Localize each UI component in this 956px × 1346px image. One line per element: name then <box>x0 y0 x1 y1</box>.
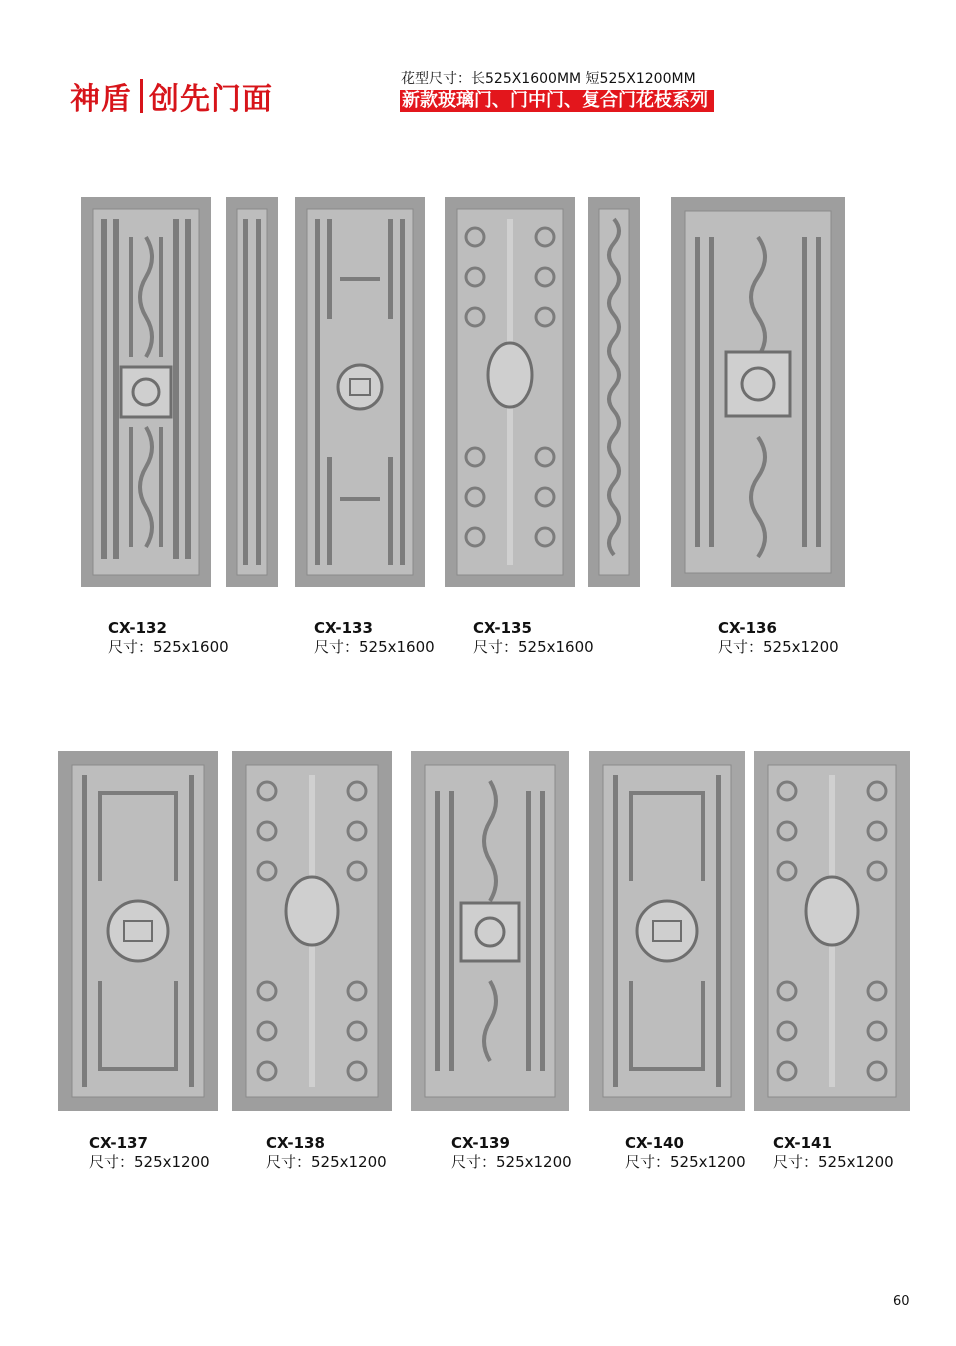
product-size: 尺寸：525x1200 <box>89 1153 210 1171</box>
caption-cx135 <box>473 619 594 657</box>
caption-cx139 <box>451 1134 572 1172</box>
product-code: CX-140 <box>625 1134 684 1152</box>
brand-name: 神盾 <box>70 82 132 117</box>
door-panel-cx136 <box>671 197 845 587</box>
door-panel-cx138 <box>232 751 392 1111</box>
series-title: 新款玻璃门、门中门、复合门花枝系列 <box>400 90 714 112</box>
side-panel-cx135 <box>588 197 640 587</box>
product-code: CX-138 <box>266 1134 325 1152</box>
side-panel-image-cx135 <box>588 197 640 587</box>
panel-image-cx136 <box>671 197 845 587</box>
product-size: 尺寸：525x1600 <box>108 638 229 656</box>
panel-image-cx137 <box>58 751 218 1111</box>
brand-logo <box>70 76 273 116</box>
panel-image-cx139 <box>411 751 569 1111</box>
door-panel-cx137 <box>58 751 218 1111</box>
product-code: CX-137 <box>89 1134 148 1152</box>
product-size: 尺寸：525x1200 <box>625 1153 746 1171</box>
caption-cx140 <box>625 1134 746 1172</box>
door-panel-cx135 <box>445 197 575 587</box>
panel-image-cx138 <box>232 751 392 1111</box>
product-size: 尺寸：525x1600 <box>314 638 435 656</box>
door-panel-cx141 <box>754 751 910 1111</box>
caption-cx133 <box>314 619 435 657</box>
brand-divider <box>140 79 143 113</box>
door-panel-cx132 <box>81 197 211 587</box>
caption-cx136 <box>718 619 839 657</box>
page-number: 60 <box>893 1294 910 1309</box>
door-panel-cx133 <box>295 197 425 587</box>
caption-cx132 <box>108 619 229 657</box>
caption-cx137 <box>89 1134 210 1172</box>
panel-image-cx140 <box>589 751 745 1111</box>
product-code: CX-139 <box>451 1134 510 1152</box>
panel-image-cx133 <box>295 197 425 587</box>
caption-cx141 <box>773 1134 894 1172</box>
panel-image-cx141 <box>754 751 910 1111</box>
product-size: 尺寸：525x1200 <box>718 638 839 656</box>
door-panel-cx140 <box>589 751 745 1111</box>
side-panel-image-cx132 <box>226 197 278 587</box>
product-size: 尺寸：525x1600 <box>473 638 594 656</box>
side-panel-cx132 <box>226 197 278 587</box>
product-code: CX-135 <box>473 619 532 637</box>
panel-image-cx135 <box>445 197 575 587</box>
brand-slogan: 创先门面 <box>149 82 273 117</box>
product-code: CX-141 <box>773 1134 832 1152</box>
product-size: 尺寸：525x1200 <box>451 1153 572 1171</box>
product-code: CX-133 <box>314 619 373 637</box>
product-size: 尺寸：525x1200 <box>266 1153 387 1171</box>
product-code: CX-132 <box>108 619 167 637</box>
product-size: 尺寸：525x1200 <box>773 1153 894 1171</box>
caption-cx138 <box>266 1134 387 1172</box>
pattern-size-spec: 花型尺寸：长525X1600MM 短525X1200MM <box>401 71 696 87</box>
door-panel-cx139 <box>411 751 569 1111</box>
panel-image-cx132 <box>81 197 211 587</box>
product-code: CX-136 <box>718 619 777 637</box>
